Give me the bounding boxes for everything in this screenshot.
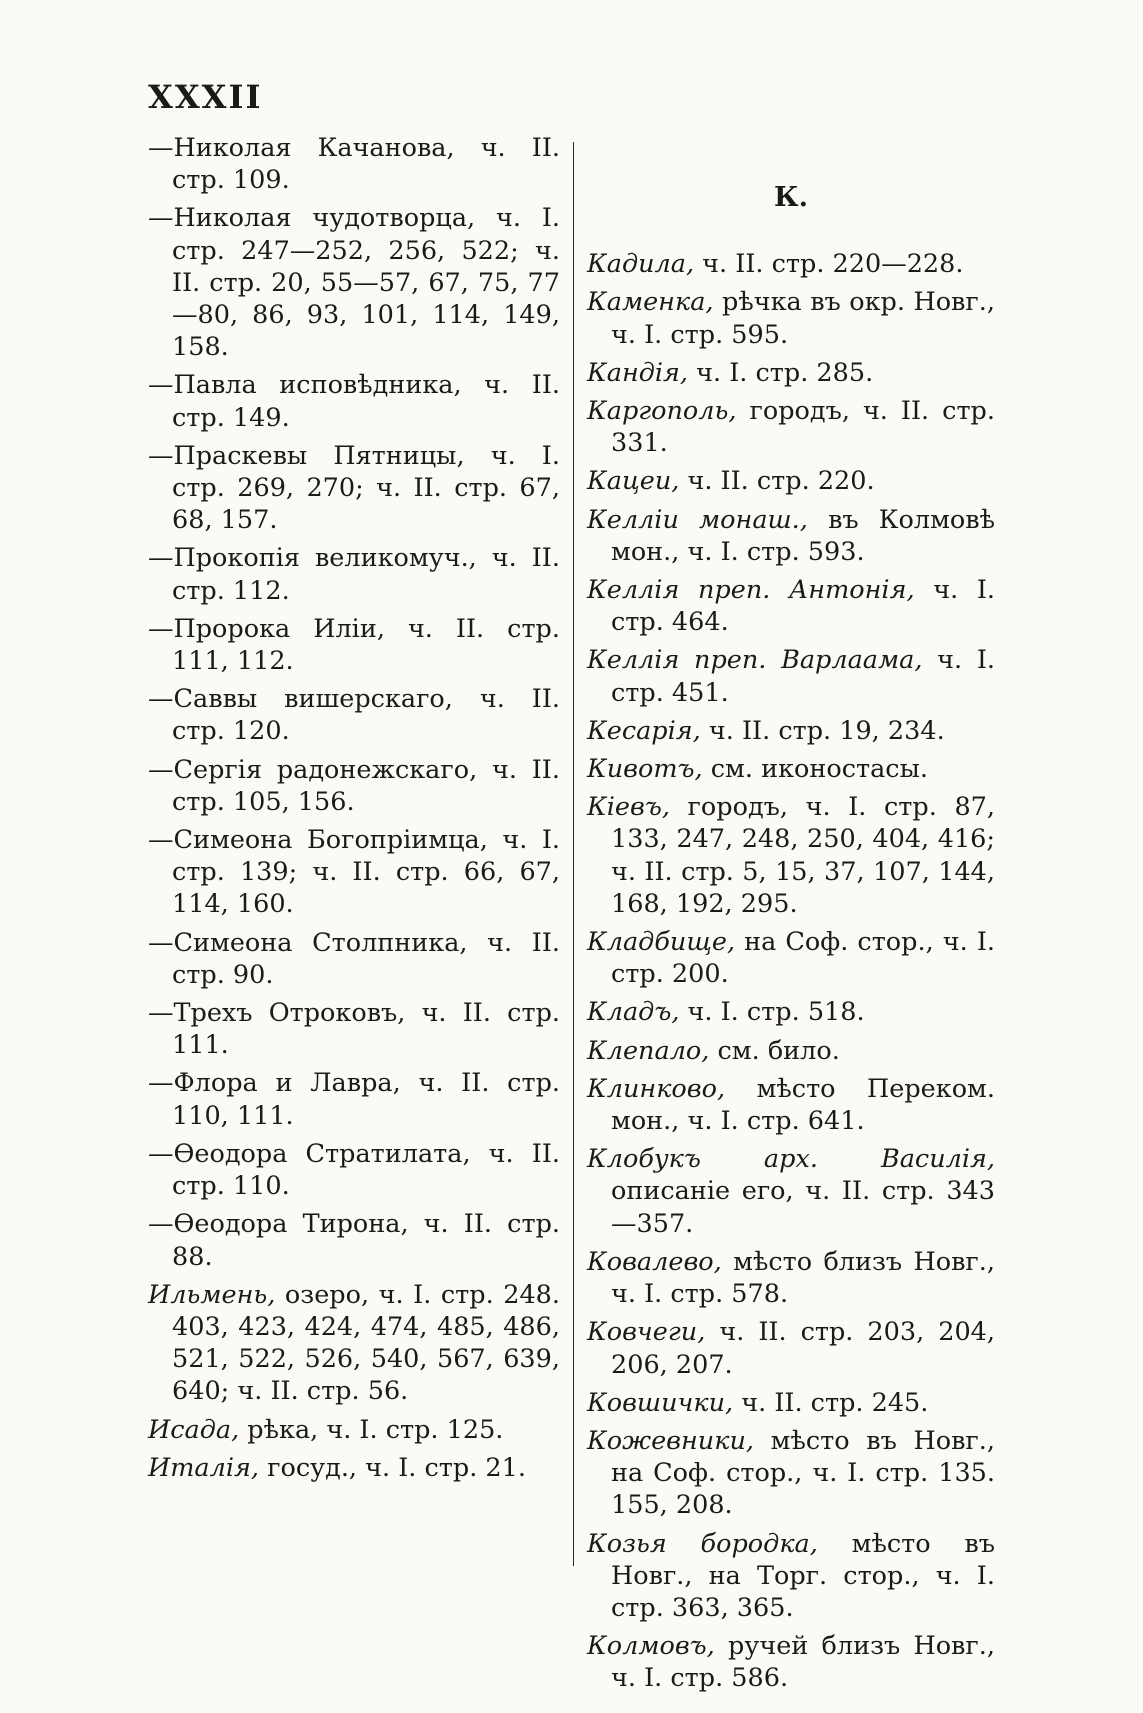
index-entry: —Николая Качанова, ч. II. стр. 109. (148, 133, 560, 196)
index-entry: Каменка, рѣчка въ окр. Новг., ч. I. стр. 595. (587, 287, 995, 350)
index-entry: Келлія преп. Антонія, ч. I. стр. 464. (587, 575, 996, 638)
index-entry: Кацеи, ч. II. стр. 220. (587, 466, 875, 497)
index-entry: Ковшички, ч. II. стр. 245. (587, 1387, 929, 1418)
index-entry: —Прокопія великомуч., ч. II. стр. 112. (148, 543, 560, 606)
index-entry: —Пророка Иліи, ч. II. стр. 111, 112. (148, 613, 560, 677)
index-entry: Клобукъ арх. Василія, описаніе его, ч. II. стр. 343—357. (587, 1144, 995, 1239)
index-entry: Клепало, см. било. (587, 1035, 840, 1066)
index-entry: Колмовъ, ручей близъ Новг., ч. I. стр. 586. (587, 1631, 995, 1694)
index-entry: Кивотъ, см. иконостасы. (587, 754, 928, 785)
index-entry: Келлія преп. Варлаама, ч. I. стр. 451. (587, 645, 996, 708)
index-entry: —Праскевы Пятницы, ч. I. стр. 269, 270; ч. II. стр. 67, 68, 157. (148, 440, 560, 536)
index-entry: Кандія, ч. I. стр. 285. (587, 357, 874, 388)
index-entry: —Николая чудотворца, ч. I. стр. 247—252, 256, 522; ч. II. стр. 20, 55—57, 67, 75, 77—80, 86, 93, 101, 114, 149, 158. (148, 203, 560, 363)
index-entry: Ковчеги, ч. II. стр. 203, 204, 206, 207. (587, 1317, 995, 1380)
index-entry: Ильмень, озеро, ч. I. стр. 248. 403, 423, 424, 474, 485, 486, 521, 522, 526, 540, 567, 639, 640; ч. II. стр. 56. (148, 1279, 560, 1407)
column-divider (573, 142, 574, 1566)
index-entry: Клинково, мѣсто Переком. мон., ч. I. стр. 641. (587, 1073, 995, 1137)
index-entry: —Павла исповѣдника, ч. II. стр. 149. (148, 370, 560, 433)
index-entry: Исада, рѣка, ч. I. стр. 125. (148, 1414, 504, 1445)
index-entry: Кадила, ч. II. стр. 220—228. (587, 249, 964, 280)
index-entry: —Флора и Лавра, ч. II. стр. 110, 111. (148, 1068, 560, 1131)
index-entry: —Сергія радонежскаго, ч. II. стр. 105, 156. (148, 754, 560, 817)
index-entry: —Симеона Столпника, ч. II. стр. 90. (148, 927, 560, 990)
index-entry: —Ѳеодора Тирона, ч. II. стр. 88. (148, 1209, 560, 1272)
index-entry: Козья бородка, мѣсто въ Новг., на Торг. стор., ч. I. стр. 363, 365. (587, 1528, 995, 1623)
left-column (148, 132, 560, 1490)
index-entry: Ковалево, мѣсто близъ Новг., ч. I. стр. 578. (587, 1246, 995, 1310)
index-entry: Кіевъ, городъ, ч. I. стр. 87, 133, 247, 248, 250, 404, 416; ч. II. стр. 5, 15, 37, 107, 144, 168, 192, 295. (587, 792, 995, 919)
index-entry: Кладъ, ч. I. стр. 518. (587, 997, 865, 1028)
index-entry: —Ѳеодора Стратилата, ч. II. стр. 110. (148, 1138, 560, 1202)
index-entry: Кожевники, мѣсто въ Новг., на Соф. стор., ч. I. стр. 135. 155, 208. (587, 1425, 995, 1521)
index-entry: —Трехъ Отроковъ, ч. II. стр. 111. (148, 998, 560, 1061)
index-entry: Каргополь, городъ, ч. II. стр. 331. (587, 396, 995, 459)
index-entry: —Саввы вишерскаго, ч. II. стр. 120. (148, 684, 560, 747)
right-column (587, 132, 995, 1701)
section-letter: К. (774, 182, 808, 213)
page-number: XXXII (148, 78, 263, 116)
index-entry: Кладбище, на Соф. стор., ч. I. стр. 200. (587, 927, 995, 990)
index-entry: Кесарія, ч. II. стр. 19, 234. (587, 715, 945, 746)
index-entry: Италія, госуд., ч. I. стр. 21. (148, 1452, 526, 1483)
index-entry: Келліи монаш., въ Колмовѣ мон., ч. I. стр. 593. (587, 504, 996, 567)
index-entry: —Симеона Богопріимца, ч. I. стр. 139; ч. II. стр. 66, 67, 114, 160. (148, 825, 560, 920)
